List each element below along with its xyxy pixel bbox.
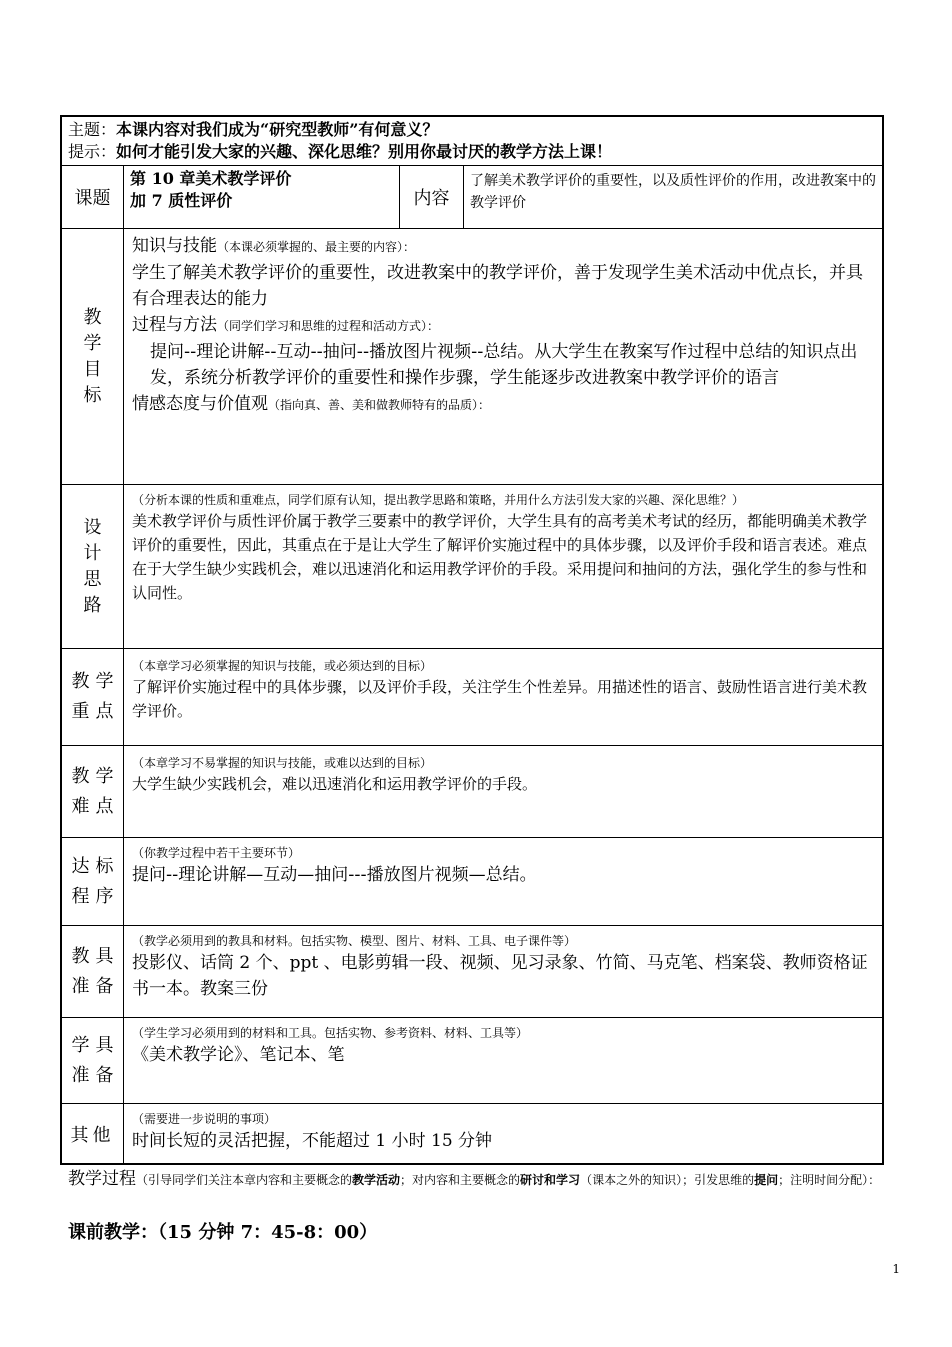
knowledge-heading: 知识与技能 — [132, 236, 217, 256]
emotion-heading: 情感态度与价值观 — [132, 394, 268, 414]
process-bold-a: 教学活动 — [352, 1173, 401, 1187]
key-points-text: 了解评价实施过程中的具体步骤，以及评价手段，关注学生个性差异。用描述性的语言、鼓励性语言进行美术教学评价。 — [132, 678, 868, 720]
procedure-label-2: 程序 — [71, 885, 120, 907]
student-tools-label — [62, 1018, 124, 1103]
content-label: 内容 — [400, 166, 464, 228]
procedure-label — [62, 838, 124, 925]
process-note: （同学们学习和思维的过程和活动方式）： — [217, 319, 440, 333]
key-points-row — [62, 648, 882, 745]
procedure-content — [124, 838, 882, 925]
teaching-process-intro — [68, 1168, 904, 1191]
key-points-content — [124, 649, 882, 745]
design-label — [62, 485, 124, 648]
lesson-title-line2: 加 7 质性评价 — [130, 191, 233, 210]
student-tools-note: （学生学习必须用到的材料和工具。包括实物、参考资料、材料、工具等） — [132, 1026, 529, 1040]
process-description: 大学生在教案写作过程中总结的知识点出发，系统分析教学评价的重要性和操作步骤，学生能逐步改进教案中教学评价的语言 — [150, 342, 858, 388]
process-note-b: ；对内容和主要概念的 — [400, 1173, 521, 1187]
other-content — [124, 1104, 882, 1163]
design-note: （分析本课的性质和重难点，同学们原有认知，提出教学思路和策略，并用什么方法引发大家的兴趣、深化思维？） — [132, 493, 745, 507]
process-note-c: （课本之外的知识）；引发思维的 — [580, 1173, 755, 1187]
key-points-note: （本章学习必须掌握的知识与技能，或必须达到的目标） — [132, 659, 433, 673]
procedure-note: （你教学过程中若干主要环节） — [132, 846, 301, 860]
other-note: （需要进一步说明的事项） — [132, 1112, 277, 1126]
process-steps: 提问--理论讲解--互动--抽问--播放图片视频--总结。从 — [150, 342, 552, 362]
process-bold-b: 研讨和学习 — [520, 1173, 581, 1187]
topic-row — [62, 117, 882, 166]
difficulties-label-2: 难点 — [71, 795, 120, 817]
knowledge-text: 学生了解美术教学评价的重要性，改进教案中的教学评价，善于发现学生美术活动中优点长，并具有合理表达的能力 — [132, 263, 863, 309]
tools-label-1: 教具 — [71, 945, 120, 967]
topic-label: 主题： — [68, 120, 117, 139]
tools-note: （教学必须用到的教具和材料。包括实物、模型、图片、材料、工具、电子课件等） — [132, 934, 577, 948]
student-tools-content — [124, 1018, 882, 1103]
difficulties-row — [62, 745, 882, 837]
goals-label-char: 学 — [83, 332, 102, 354]
content-text: 了解美术教学评价的重要性，以及质性评价的作用，改进教案中的教学评价 — [470, 173, 876, 211]
other-text: 时间长短的灵活把握，不能超过 1 小时 15 分钟 — [132, 1131, 493, 1151]
title-label: 课题 — [62, 166, 124, 228]
procedure-text: 提问--理论讲解—互动—抽问---播放图片视频—总结。 — [132, 865, 537, 885]
design-label-char: 思 — [83, 568, 102, 590]
hint-label: 提示： — [68, 142, 117, 161]
goals-row — [62, 228, 882, 484]
goals-label — [62, 229, 124, 484]
student-tools-label-2: 准备 — [71, 1064, 120, 1086]
student-tools-label-1: 学具 — [71, 1034, 120, 1056]
design-label-char: 设 — [83, 516, 102, 538]
emotion-note: （指向真、善、美和做教师特有的品质）： — [268, 398, 491, 412]
pre-class-heading: 课前教学：（15 分钟 7：45-8：00） — [68, 1222, 378, 1243]
other-row — [62, 1103, 882, 1163]
process-text — [132, 339, 874, 391]
design-content — [124, 485, 882, 648]
key-points-label — [62, 649, 124, 745]
lesson-title — [124, 166, 400, 228]
goals-label-char: 目 — [83, 358, 102, 380]
student-tools-text: 《美术教学论》、笔记本、笔 — [132, 1045, 345, 1065]
process-heading: 过程与方法 — [132, 315, 217, 335]
other-label: 其他 — [62, 1104, 124, 1163]
topic-text: 本课内容对我们成为“研究型教师”有何意义？ — [116, 120, 439, 139]
goals-label-char: 标 — [83, 384, 102, 406]
title-row — [62, 166, 882, 228]
key-points-label-2: 重点 — [71, 701, 120, 722]
process-note-a: （引导同学们关注本章内容和主要概念的 — [136, 1173, 353, 1187]
process-note-d: ；注明时间分配）： — [778, 1173, 881, 1187]
tools-text: 投影仪、话筒 2 个、ppt 、电影剪辑一段、视频、见习录象、竹简、马克笔、档案袋、教师资格证书一本。教案三份 — [132, 953, 868, 999]
difficulties-label — [62, 746, 124, 837]
design-row — [62, 484, 882, 648]
lesson-title-line1: 第 10 章美术教学评价 — [130, 169, 292, 188]
tools-content — [124, 926, 882, 1017]
page-number: 1 — [892, 1262, 900, 1276]
procedure-label-1: 达标 — [71, 855, 120, 877]
process-title: 教学过程 — [68, 1169, 136, 1189]
process-bold-c: 提问 — [754, 1173, 779, 1187]
tools-label — [62, 926, 124, 1017]
design-label-char: 计 — [83, 542, 102, 564]
difficulties-text: 大学生缺少实践机会，难以迅速消化和运用教学评价的手段。 — [132, 775, 538, 793]
difficulties-label-1: 教学 — [71, 765, 120, 787]
student-tools-row — [62, 1017, 882, 1103]
difficulties-content — [124, 746, 882, 837]
hint-text: 如何才能引发大家的兴趣、深化思维？别用你最讨厌的教学方法上课！ — [116, 142, 613, 161]
goals-label-char: 教 — [83, 306, 102, 328]
tools-label-2: 准备 — [71, 975, 120, 997]
design-text: 美术教学评价与质性评价属于教学三要素中的教学评价，大学生具有的高考美术考试的经历，都能明确美术教学评价的重要性，因此，其重点在于是让大学生了解评价实施过程中的具体步骤，以及评价手段和语言表述。难点在于大学生缺少实践机会，难以迅速消化和运用教学评价的手段。采用提问和抽问的方法，强化学生的参与性和认同性。 — [132, 512, 868, 602]
goals-content — [124, 229, 882, 484]
key-points-label-1: 教学 — [71, 671, 120, 692]
tools-row — [62, 925, 882, 1017]
procedure-row — [62, 837, 882, 925]
knowledge-note: （本课必须掌握的、最主要的内容）： — [217, 240, 416, 254]
lesson-plan-table — [60, 115, 884, 1165]
design-label-char: 路 — [83, 594, 102, 616]
difficulties-note: （本章学习不易掌握的知识与技能，或难以达到的目标） — [132, 756, 433, 770]
